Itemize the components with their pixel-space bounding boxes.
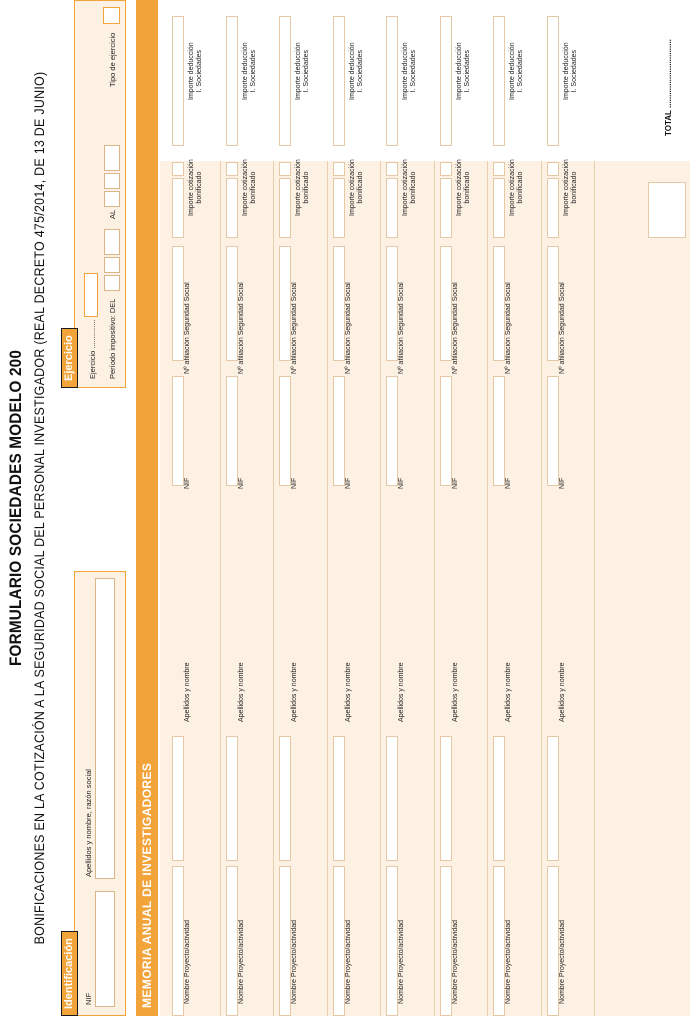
table-right-margin <box>160 0 690 161</box>
column-label-proyecto: Nombre Proyecto/actividad <box>558 919 566 1004</box>
ejercicio-label: Ejercicio .............. <box>88 319 97 379</box>
row-divider <box>273 161 274 1016</box>
column-label-proyecto: Nombre Proyecto/actividad <box>291 919 298 1004</box>
row-divider <box>541 161 542 1016</box>
importe-deduccion-input[interactable] <box>279 16 291 146</box>
periodo-al-year[interactable] <box>104 145 120 171</box>
total-label: TOTAL ............................... <box>664 39 673 136</box>
importe-deduccion-input[interactable] <box>226 16 238 146</box>
column-label-nif: NIF <box>184 477 191 489</box>
row-divider <box>434 161 435 1016</box>
deduccion-label-line1: Importe deducción <box>402 42 409 100</box>
column-label-deduccion <box>242 42 258 100</box>
table-row <box>222 42 276 1016</box>
tipo-ejercicio-label: Tipo de ejercicio <box>108 32 117 87</box>
nif-field[interactable] <box>226 376 238 486</box>
column-label-apellidos: Apellidos y nombre <box>237 662 245 722</box>
form-title: FORMULARIO SOCIEDADES MODELO 200 <box>6 349 25 667</box>
form-subtitle: BONIFICACIONES EN LA COTIZACIÓN A LA SEGURIDAD SOCIAL DEL PERSONAL INVESTIGADOR (REAL DECRETO 475/2014, DE 13 DE JUNIO) <box>32 71 47 945</box>
afiliacion-field[interactable] <box>172 246 184 361</box>
column-label-afiliacion: Nº afiliación Seguridad Social <box>451 282 459 374</box>
deduccion-label-line1: Importe deducción <box>348 42 356 100</box>
deduccion-label-line2: I. Sociedades <box>249 50 257 93</box>
importe-deduccion-input[interactable] <box>386 16 398 146</box>
column-label-proyecto: Nombre Proyecto/actividad <box>451 919 459 1004</box>
row-divider <box>487 161 488 1016</box>
cotizacion-label-line1: Importe cotización <box>348 159 356 216</box>
importe-cotizacion-field[interactable] <box>547 178 559 238</box>
column-label-apellidos: Apellidos y nombre <box>184 662 191 722</box>
proyecto-field[interactable] <box>333 866 345 1016</box>
column-label-nif: NIF <box>558 477 566 489</box>
column-label-deduccion <box>509 42 525 100</box>
proyecto-field[interactable] <box>226 866 238 1016</box>
total-field[interactable] <box>648 182 686 238</box>
proyecto-field[interactable] <box>172 866 184 1016</box>
deduccion-label-line2: I. Sociedades <box>356 50 364 93</box>
nif-field[interactable] <box>333 376 345 486</box>
importe-deduccion-input[interactable] <box>547 16 559 146</box>
memoria-banner: MEMORIA ANUAL DE INVESTIGADORES <box>136 0 158 1016</box>
column-label-nif: NIF <box>291 477 298 489</box>
nif-field[interactable] <box>172 376 184 486</box>
column-label-nif: NIF <box>398 477 405 489</box>
column-label-cotizacion <box>295 159 311 216</box>
row-divider <box>220 161 221 1016</box>
column-label-afiliacion: Nº afiliación Seguridad Social <box>184 282 191 374</box>
periodo-al-day[interactable] <box>104 191 120 207</box>
nif-field[interactable] <box>547 376 559 486</box>
nif-field[interactable] <box>440 376 452 486</box>
al-label: AL <box>108 209 117 219</box>
importe-deduccion-field[interactable] <box>493 162 505 176</box>
cotizacion-label-line1: Importe cotización <box>402 159 409 216</box>
apellidos-field[interactable] <box>386 736 398 861</box>
identificacion-tag: Identificación <box>61 931 78 1016</box>
cotizacion-label-line1: Importe cotización <box>509 159 516 216</box>
periodo-al-month[interactable] <box>104 173 120 189</box>
importe-deduccion-field[interactable] <box>279 162 291 176</box>
cotizacion-label-line2: bonificado <box>410 171 417 204</box>
deduccion-label-line2: I. Sociedades <box>196 50 203 93</box>
deduccion-label-line2: I. Sociedades <box>463 50 471 93</box>
deduccion-label-line1: Importe deducción <box>188 42 195 100</box>
column-label-apellidos: Apellidos y nombre <box>344 662 352 722</box>
nif-field[interactable] <box>279 376 291 486</box>
column-label-nif: NIF <box>344 477 352 489</box>
column-label-apellidos: Apellidos y nombre <box>558 662 566 722</box>
column-label-cotizacion <box>456 159 472 216</box>
column-label-cotizacion <box>242 159 258 216</box>
importe-cotizacion-field[interactable] <box>279 178 291 238</box>
apellidos-field[interactable] <box>172 736 184 861</box>
table-row <box>168 42 222 1016</box>
importe-deduccion-field[interactable] <box>547 162 559 176</box>
deduccion-label-line2: I. Sociedades <box>410 50 417 93</box>
row-divider <box>594 161 595 1016</box>
table-row <box>436 42 490 1016</box>
cotizacion-label-line1: Importe cotización <box>188 159 195 216</box>
cotizacion-label-line2: bonificado <box>570 171 578 204</box>
investigadores-table <box>160 0 690 1016</box>
column-label-afiliacion: Nº afiliación Seguridad Social <box>558 282 566 374</box>
ejercicio-section <box>63 0 126 388</box>
importe-cotizacion-field[interactable] <box>493 178 505 238</box>
importe-cotizacion-field[interactable] <box>333 178 345 238</box>
importe-deduccion-field[interactable] <box>333 162 345 176</box>
apellidos-field[interactable] <box>226 736 238 861</box>
deduccion-label-line1: Importe deducción <box>562 42 570 100</box>
proyecto-field[interactable] <box>279 866 291 1016</box>
column-label-nif: NIF <box>505 477 512 489</box>
cotizacion-label-line2: bonificado <box>249 171 257 204</box>
apellidos-field[interactable] <box>440 736 452 861</box>
column-label-deduccion <box>563 42 579 100</box>
afiliacion-field[interactable] <box>386 246 398 361</box>
periodo-del-day[interactable] <box>104 275 120 291</box>
column-label-cotizacion <box>563 159 579 216</box>
deduccion-label-line1: Importe deducción <box>241 42 249 100</box>
column-label-cotizacion <box>509 159 525 216</box>
periodo-del-month[interactable] <box>104 257 120 273</box>
column-label-deduccion <box>188 42 204 100</box>
column-label-afiliacion: Nº afiliación Seguridad Social <box>505 282 512 374</box>
afiliacion-field[interactable] <box>333 246 345 361</box>
cotizacion-label-line2: bonificado <box>196 171 203 204</box>
proyecto-field[interactable] <box>547 866 559 1016</box>
table-row <box>275 42 329 1016</box>
deduccion-label-line1: Importe deducción <box>295 42 302 100</box>
name-label: Apellidos y nombre, razón social <box>84 769 93 877</box>
name-field[interactable] <box>95 578 115 879</box>
importe-cotizacion-field[interactable] <box>440 178 452 238</box>
importe-cotizacion-field[interactable] <box>172 178 184 238</box>
apellidos-field[interactable] <box>333 736 345 861</box>
cotizacion-label-line2: bonificado <box>303 171 310 204</box>
afiliacion-field[interactable] <box>279 246 291 361</box>
nif-field[interactable] <box>386 376 398 486</box>
deduccion-label-line2: I. Sociedades <box>303 50 310 93</box>
periodo-del-year[interactable] <box>104 229 120 255</box>
identificacion-section <box>63 571 126 1016</box>
afiliacion-field[interactable] <box>226 246 238 361</box>
column-label-apellidos: Apellidos y nombre <box>505 662 512 722</box>
cotizacion-label-line2: bonificado <box>517 171 524 204</box>
importe-deduccion-input[interactable] <box>172 16 184 146</box>
column-label-proyecto: Nombre Proyecto/actividad <box>237 919 245 1004</box>
column-label-afiliacion: Nº afiliación Seguridad Social <box>344 282 352 374</box>
table-row <box>543 42 597 1016</box>
column-label-proyecto: Nombre Proyecto/actividad <box>344 919 352 1004</box>
nif-label: NIF <box>84 992 93 1005</box>
apellidos-field[interactable] <box>493 736 505 861</box>
column-label-afiliacion: Nº afiliación Seguridad Social <box>398 282 405 374</box>
column-label-deduccion <box>402 42 418 100</box>
column-label-deduccion <box>456 42 472 100</box>
importe-deduccion-input[interactable] <box>333 16 345 146</box>
importe-deduccion-field[interactable] <box>172 162 184 176</box>
nif-field[interactable] <box>493 376 505 486</box>
table-row <box>382 42 436 1016</box>
ejercicio-field[interactable] <box>84 273 98 317</box>
nif-field[interactable] <box>95 891 115 1007</box>
column-label-deduccion <box>295 42 311 100</box>
column-label-afiliacion: Nº afiliación Seguridad Social <box>237 282 245 374</box>
importe-deduccion-field[interactable] <box>440 162 452 176</box>
column-label-proyecto: Nombre Proyecto/actividad <box>398 919 405 1004</box>
cotizacion-label-line1: Importe cotización <box>295 159 302 216</box>
column-label-nif: NIF <box>451 477 459 489</box>
cotizacion-label-line1: Importe cotización <box>562 159 570 216</box>
table-row <box>489 42 543 1016</box>
deduccion-label-line2: I. Sociedades <box>570 50 578 93</box>
cotizacion-label-line2: bonificado <box>356 171 364 204</box>
importe-deduccion-field[interactable] <box>226 162 238 176</box>
column-label-cotizacion <box>349 159 365 216</box>
ejercicio-tag: Ejercicio <box>61 328 78 388</box>
deduccion-label-line1: Importe deducción <box>509 42 516 100</box>
column-label-cotizacion <box>402 159 418 216</box>
column-label-nif: NIF <box>237 477 245 489</box>
column-label-afiliacion: Nº afiliación Seguridad Social <box>291 282 298 374</box>
column-label-proyecto: Nombre Proyecto/actividad <box>184 919 191 1004</box>
tipo-ejercicio-checkbox[interactable] <box>103 7 120 24</box>
afiliacion-field[interactable] <box>547 246 559 361</box>
importe-deduccion-input[interactable] <box>493 16 505 146</box>
cotizacion-label-line1: Importe cotización <box>241 159 249 216</box>
column-label-proyecto: Nombre Proyecto/actividad <box>505 919 512 1004</box>
apellidos-field[interactable] <box>547 736 559 861</box>
periodo-label: Período impositivo: DEL <box>108 298 117 379</box>
table-row <box>329 42 383 1016</box>
importe-deduccion-input[interactable] <box>440 16 452 146</box>
cotizacion-label-line2: bonificado <box>463 171 471 204</box>
afiliacion-field[interactable] <box>440 246 452 361</box>
row-divider <box>327 161 328 1016</box>
column-label-deduccion <box>349 42 365 100</box>
column-label-apellidos: Apellidos y nombre <box>451 662 459 722</box>
proyecto-field[interactable] <box>440 866 452 1016</box>
column-label-cotizacion <box>188 159 204 216</box>
apellidos-field[interactable] <box>279 736 291 861</box>
importe-deduccion-field[interactable] <box>386 162 398 176</box>
importe-cotizacion-field[interactable] <box>226 178 238 238</box>
cotizacion-label-line1: Importe cotización <box>455 159 463 216</box>
column-label-apellidos: Apellidos y nombre <box>398 662 405 722</box>
proyecto-field[interactable] <box>493 866 505 1016</box>
deduccion-label-line1: Importe deducción <box>455 42 463 100</box>
afiliacion-field[interactable] <box>493 246 505 361</box>
deduccion-label-line2: I. Sociedades <box>517 50 524 93</box>
row-divider <box>380 161 381 1016</box>
proyecto-field[interactable] <box>386 866 398 1016</box>
column-label-apellidos: Apellidos y nombre <box>291 662 298 722</box>
importe-cotizacion-field[interactable] <box>386 178 398 238</box>
